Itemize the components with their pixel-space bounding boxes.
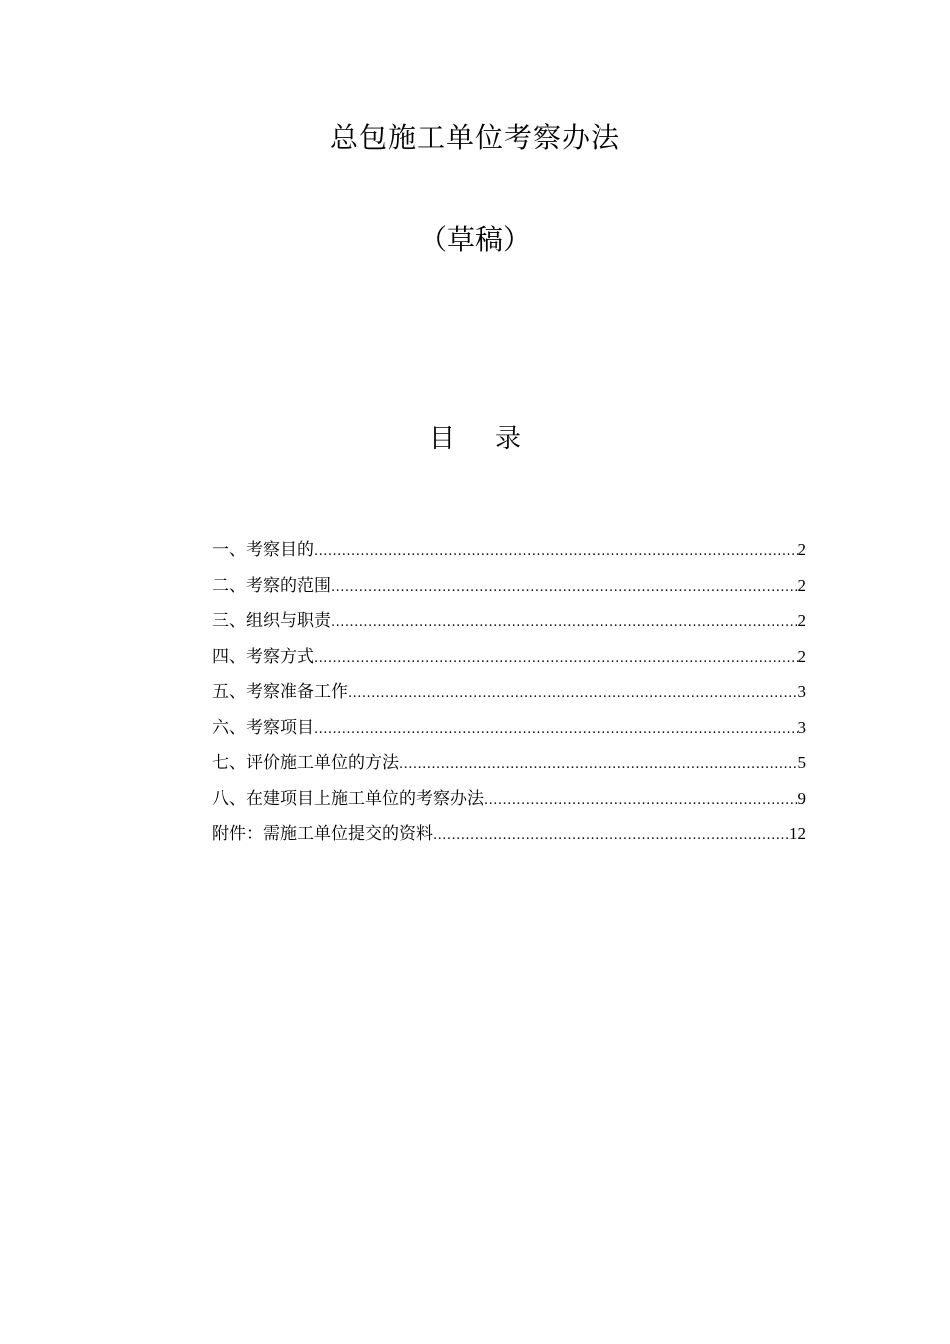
- toc-entry[interactable]: [212, 603, 806, 639]
- toc-leader-dots: [348, 676, 798, 712]
- toc-entry-page: 12: [789, 824, 806, 843]
- toc-entry-label: 七、评价施工单位的方法: [212, 753, 399, 773]
- toc-entry-page: 2: [797, 611, 806, 630]
- toc-entry-page: 2: [797, 575, 806, 595]
- toc-entry[interactable]: [212, 674, 806, 710]
- toc-entry[interactable]: [212, 745, 806, 781]
- toc-leader-dots: [314, 534, 798, 570]
- toc-leader-dots: [331, 570, 798, 606]
- toc-leader-dots: [314, 641, 798, 677]
- toc-entry-label: 四、考察方式: [212, 646, 314, 667]
- toc-entry[interactable]: [212, 532, 806, 568]
- toc-leader-dots: [484, 783, 798, 819]
- document-title: 总包施工单位考察办法: [329, 121, 620, 154]
- toc-heading: [0, 420, 950, 458]
- toc-leader-dots: [433, 818, 789, 854]
- toc-heading-right: 录: [495, 424, 522, 454]
- toc-leader-dots: [314, 712, 798, 748]
- toc-entry-page: 2: [797, 646, 806, 666]
- toc-entry-page: 2: [797, 540, 806, 559]
- toc-entry[interactable]: [212, 781, 806, 817]
- toc-entry-label: 六、考察项目: [212, 717, 314, 738]
- toc-entry-page: 9: [797, 788, 806, 808]
- toc-entry-page: 3: [797, 717, 806, 737]
- toc-entry[interactable]: [212, 710, 806, 746]
- toc-entry[interactable]: [212, 639, 806, 675]
- document-subtitle: （草稿）: [418, 223, 531, 256]
- toc-entry-page: 3: [797, 682, 806, 701]
- toc-entry[interactable]: [212, 568, 806, 604]
- toc-entry-label: 附件：需施工单位提交的资料: [212, 824, 433, 844]
- toc-heading-left: 目: [428, 424, 455, 454]
- toc-entry[interactable]: [212, 816, 806, 852]
- toc-leader-dots: [331, 605, 798, 641]
- toc-entry-label: 二、考察的范围: [212, 575, 331, 596]
- toc-entry-page: 5: [797, 753, 806, 772]
- toc-leader-dots: [399, 747, 798, 783]
- table-of-contents: [212, 532, 806, 852]
- toc-entry-label: 一、考察目的: [212, 540, 314, 560]
- toc-entry-label: 五、考察准备工作: [212, 682, 348, 702]
- toc-entry-label: 三、组织与职责: [212, 611, 331, 631]
- toc-entry-label: 八、在建项目上施工单位的考察办法: [212, 788, 484, 809]
